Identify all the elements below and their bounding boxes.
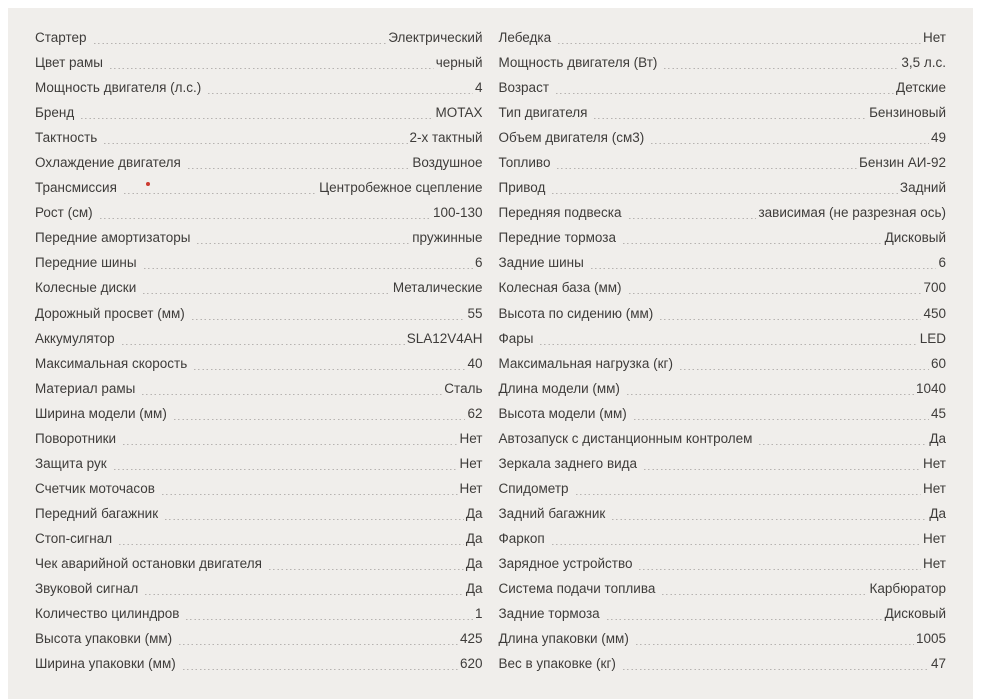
spec-row [499, 301, 947, 326]
spec-row [35, 651, 483, 676]
spec-label: Зарядное устройство [498, 556, 633, 571]
dotted-leader [607, 601, 883, 626]
spec-row [499, 75, 947, 100]
spec-label: Ширина упаковки (мм) [35, 656, 176, 672]
spec-row [35, 351, 483, 376]
dotted-leader [208, 75, 473, 100]
spec-value: 1005 [915, 631, 946, 647]
spec-label: Максимальная нагрузка (кг) [498, 355, 673, 371]
dotted-leader [143, 275, 391, 300]
spec-value: 40 [467, 355, 483, 371]
spec-row [35, 401, 483, 426]
spec-value: MOTAX [435, 105, 483, 121]
dotted-leader [144, 250, 473, 275]
spec-value: Дисковый [884, 230, 946, 246]
dotted-leader [594, 100, 867, 125]
spec-row [35, 275, 483, 300]
spec-row [499, 601, 947, 626]
spec-value: 100-130 [432, 205, 483, 221]
spec-value: 450 [923, 305, 946, 321]
spec-label: Высота упаковки (мм) [35, 631, 173, 647]
spec-row [499, 100, 947, 125]
spec-row [35, 576, 483, 601]
spec-row [499, 351, 947, 376]
spec-value: 62 [467, 405, 483, 421]
spec-value: 49 [930, 130, 946, 146]
spec-value: Да [465, 505, 483, 521]
spec-row [35, 250, 483, 275]
dotted-leader [623, 225, 883, 250]
spec-row [35, 451, 483, 476]
spec-value: черный [435, 55, 483, 71]
specs-column-right [499, 25, 947, 676]
spec-value: Нет [923, 455, 946, 471]
spec-label: Объем двигателя (см3) [498, 130, 645, 146]
spec-row [35, 75, 483, 100]
dotted-leader [104, 125, 407, 150]
spec-label: Высота по сидению (мм) [498, 305, 654, 321]
spec-row [499, 576, 947, 601]
spec-label: Тактность [35, 130, 98, 146]
spec-label: Система подачи топлива [498, 581, 656, 597]
spec-value: 45 [930, 405, 946, 421]
spec-row [35, 301, 483, 326]
spec-label: Задний багажник [498, 505, 606, 521]
spec-label: Передняя подвеска [498, 205, 622, 221]
dotted-leader [556, 75, 894, 100]
dotted-leader [122, 326, 405, 351]
dotted-leader [124, 175, 317, 200]
dotted-leader [591, 250, 937, 275]
spec-label: Мощность двигателя (Вт) [498, 55, 658, 71]
spec-label: Стартер [35, 30, 87, 46]
dotted-leader [662, 576, 867, 601]
spec-row [35, 326, 483, 351]
dotted-leader [114, 451, 458, 476]
dotted-leader [94, 25, 387, 50]
dotted-leader [186, 601, 473, 626]
dotted-leader [165, 501, 464, 526]
spec-label: Материал рамы [35, 380, 136, 396]
dotted-leader [100, 200, 431, 225]
dotted-leader [623, 651, 929, 676]
dotted-leader [192, 301, 466, 326]
dotted-leader [183, 651, 458, 676]
dotted-leader [660, 301, 921, 326]
spec-label: Задние шины [498, 255, 584, 271]
dotted-leader [759, 426, 927, 451]
spec-label: Топливо [498, 155, 551, 171]
spec-value: Центробежное сцепление [319, 180, 483, 196]
spec-value: Металические [392, 280, 483, 296]
dotted-leader [123, 426, 457, 451]
spec-value: Электрический [388, 30, 483, 46]
spec-value: Нет [459, 430, 483, 446]
dotted-leader [179, 626, 458, 651]
spec-label: Звуковой сигнал [35, 581, 139, 597]
spec-value: зависимая (не разрезная ось) [758, 205, 946, 221]
dotted-leader [651, 125, 929, 150]
spec-label: Передние шины [35, 255, 137, 271]
spec-row [35, 376, 483, 401]
spec-label: Фаркоп [498, 530, 545, 546]
dotted-leader [188, 150, 410, 175]
spec-value: Да [929, 430, 946, 446]
spec-row [499, 225, 947, 250]
dotted-leader [680, 351, 929, 376]
spec-value: 425 [459, 631, 483, 647]
spec-value: 55 [467, 305, 483, 321]
spec-row [499, 551, 947, 576]
spec-row [35, 501, 483, 526]
spec-row [35, 150, 483, 175]
dotted-leader [558, 25, 921, 50]
dotted-leader [629, 275, 922, 300]
spec-label: Ширина модели (мм) [35, 405, 167, 421]
spec-row [35, 601, 483, 626]
dotted-leader [81, 100, 433, 125]
spec-row [35, 50, 483, 75]
spec-row [499, 175, 947, 200]
spec-value: Сталь [444, 380, 483, 396]
dotted-leader [145, 576, 464, 601]
spec-value: 60 [930, 355, 946, 371]
dotted-leader [110, 50, 434, 75]
spec-value: Нет [459, 480, 483, 496]
spec-label: Счетчик моточасов [35, 480, 155, 496]
spec-value: Нет [923, 556, 946, 571]
spec-row [499, 50, 947, 75]
spec-label: Спидометр [498, 480, 569, 496]
spec-value: Да [929, 505, 946, 521]
spec-row [499, 626, 947, 651]
spec-value: пружинные [412, 230, 483, 246]
spec-row [499, 326, 947, 351]
spec-label: Аккумулятор [35, 330, 115, 346]
spec-row [35, 200, 483, 225]
spec-row [35, 225, 483, 250]
spec-label: Задние тормоза [498, 606, 600, 622]
dotted-leader [119, 526, 464, 551]
spec-label: Передние тормоза [498, 230, 616, 246]
spec-value: Бензиновый [869, 105, 946, 121]
spec-label: Лебедка [498, 30, 552, 46]
spec-label: Колесные диски [35, 280, 137, 296]
spec-value: Нет [923, 530, 946, 546]
dotted-leader [194, 351, 465, 376]
spec-row [499, 275, 947, 300]
spec-row [499, 125, 947, 150]
spec-value: Нет [923, 480, 946, 496]
spec-value: Детские [896, 80, 946, 96]
spec-value: 1 [474, 606, 483, 622]
spec-label: Мощность двигателя (л.с.) [35, 80, 202, 96]
spec-label: Высота модели (мм) [498, 405, 627, 421]
spec-row [499, 150, 947, 175]
spec-row [499, 501, 947, 526]
spec-value: Да [465, 530, 483, 546]
spec-row [499, 250, 947, 275]
dotted-leader [636, 626, 914, 651]
spec-label: Возраст [498, 80, 549, 96]
spec-row [35, 125, 483, 150]
dotted-leader [557, 150, 857, 175]
spec-label: Стоп-сигнал [35, 530, 113, 546]
spec-value: Задний [899, 180, 946, 196]
spec-row [35, 100, 483, 125]
spec-label: Охлаждение двигателя [35, 155, 181, 171]
spec-row [499, 451, 947, 476]
spec-row [35, 476, 483, 501]
spec-row [35, 551, 483, 576]
spec-label: Чек аварийной остановки двигателя [35, 556, 262, 571]
dotted-leader [162, 476, 458, 501]
spec-row [35, 526, 483, 551]
spec-label: Защита рук [35, 455, 107, 471]
spec-label: Трансмиссия [35, 180, 117, 196]
spec-row [499, 376, 947, 401]
spec-row [499, 25, 947, 50]
spec-row [499, 200, 947, 225]
spec-value: 3,5 л.с. [901, 55, 946, 71]
spec-row [499, 651, 947, 676]
spec-label: Бренд [35, 105, 75, 121]
dotted-leader [627, 376, 914, 401]
spec-row [499, 426, 947, 451]
spec-label: Вес в упаковке (кг) [498, 656, 616, 672]
spec-value: 6 [474, 255, 483, 271]
spec-value: 1040 [915, 380, 946, 396]
spec-value: Да [465, 581, 483, 597]
spec-value: Нет [923, 30, 946, 46]
spec-label: Зеркала заднего вида [498, 455, 638, 471]
dotted-leader [174, 401, 466, 426]
spec-row [499, 476, 947, 501]
spec-label: Автозапуск с дистанционным контролем [498, 430, 753, 446]
dotted-leader [639, 551, 921, 576]
spec-value: Воздушное [412, 155, 483, 171]
spec-label: Количество цилиндров [35, 606, 180, 622]
spec-value: 620 [459, 656, 483, 672]
dotted-leader [664, 50, 899, 75]
spec-value: Дисковый [884, 606, 946, 622]
dotted-leader [612, 501, 927, 526]
specs-panel [8, 8, 973, 699]
specs-column-left [35, 25, 483, 676]
spec-row [35, 25, 483, 50]
dotted-leader [629, 200, 757, 225]
spec-value: Да [465, 556, 483, 571]
spec-value: 4 [474, 80, 483, 96]
spec-value: Нет [459, 455, 483, 471]
spec-label: Дорожный просвет (мм) [35, 305, 185, 321]
spec-label: Цвет рамы [35, 55, 104, 71]
spec-value: 6 [938, 255, 946, 271]
spec-value: Карбюратор [869, 581, 946, 597]
spec-value: 700 [923, 280, 946, 296]
spec-row [499, 526, 947, 551]
spec-label: Тип двигателя [498, 105, 588, 121]
spec-row [35, 175, 483, 200]
dotted-leader [540, 326, 917, 351]
spec-label: Длина упаковки (мм) [498, 631, 629, 647]
spec-value: 47 [930, 656, 946, 672]
spec-label: Рост (см) [35, 205, 93, 221]
dotted-leader [552, 175, 898, 200]
spec-label: Привод [498, 180, 546, 196]
dotted-leader [576, 476, 921, 501]
dotted-leader [269, 551, 464, 576]
spec-value: SLA12V4AH [406, 330, 483, 346]
spec-row [499, 401, 947, 426]
dotted-leader [644, 451, 921, 476]
spec-label: Передний багажник [35, 505, 159, 521]
dotted-leader [634, 401, 929, 426]
dotted-leader [552, 526, 921, 551]
spec-label: Фары [498, 330, 534, 346]
specs-columns [35, 25, 946, 676]
spec-label: Максимальная скорость [35, 355, 188, 371]
spec-value: LED [919, 330, 946, 346]
spec-row [35, 626, 483, 651]
spec-label: Передние амортизаторы [35, 230, 191, 246]
spec-value: Бензин АИ-92 [859, 155, 946, 171]
spec-value: 2-х тактный [409, 130, 483, 146]
spec-label: Колесная база (мм) [498, 280, 622, 296]
required-asterisk-icon [146, 182, 150, 186]
spec-label: Поворотники [35, 430, 117, 446]
spec-row [35, 426, 483, 451]
dotted-leader [142, 376, 442, 401]
spec-label: Длина модели (мм) [498, 380, 620, 396]
dotted-leader [197, 225, 410, 250]
